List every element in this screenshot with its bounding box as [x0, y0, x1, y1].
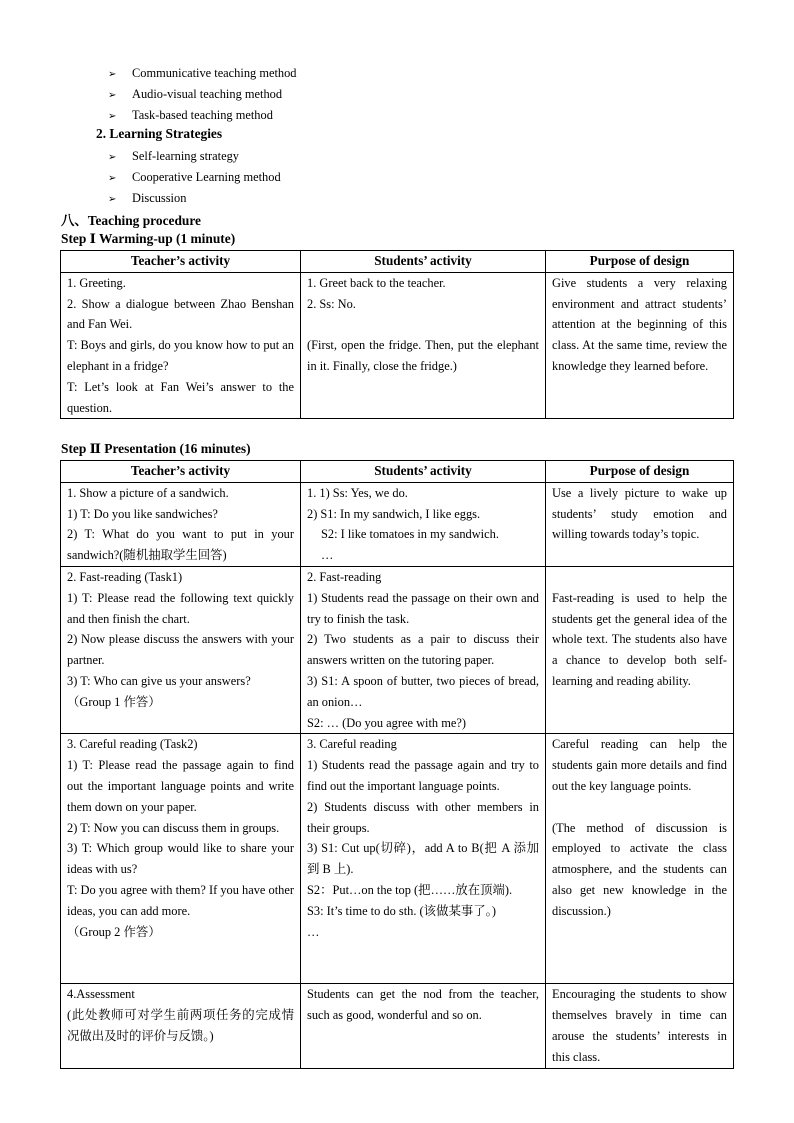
- learning-strategies-heading: 2. Learning Strategies: [96, 126, 223, 141]
- teaching-procedure-heading: 八、Teaching procedure: [61, 213, 201, 228]
- column-header: Purpose of design: [546, 461, 734, 483]
- teacher-activity-cell: 3. Careful reading (Task2) 1) T: Please read the passage again to find out the important language points and write them down on your paper. 2) T: Now you can discuss them in groups. 3) T: Which group would like to share your ideas with us? T: Do you agree with them? If you have other ideas, you can add more. （Group 2 作答）: [61, 734, 301, 984]
- teacher-activity-cell: 1. Greeting. 2. Show a dialogue between Zhao Benshan and Fan Wei. T: Boys and girls, do you know how to put an elephant in a fridge? T: Let’s look at Fan Wei’s answer to the question.: [61, 272, 301, 419]
- table-row: [61, 566, 734, 733]
- table-row: [61, 272, 734, 419]
- arrow-bullet-icon: ➢: [108, 110, 117, 122]
- column-header: Students’ activity: [301, 251, 546, 273]
- step2-heading: Step Ⅱ Presentation (16 minutes): [61, 441, 251, 456]
- learning-strategies-list: [108, 146, 281, 208]
- arrow-bullet-icon: ➢: [108, 69, 117, 80]
- column-header: Teacher’s activity: [61, 251, 301, 273]
- teacher-activity-cell: 2. Fast-reading (Task1) 1) T: Please read the following text quickly and then finish the chart. 2) Now please discuss the answers with your partner. 3) T: Who can give us your answers? （Group 1 作答）: [61, 566, 301, 733]
- list-item: ➢ Cooperative Learning method: [108, 167, 281, 188]
- purpose-cell: Encouraging the students to show themselves bravely in time can arouse the students’ interests in this class.: [546, 984, 734, 1068]
- teacher-activity-cell: 4.Assessment (此处教师可对学生前两项任务的完成情况做出及时的评价与反馈。): [61, 984, 301, 1068]
- teacher-activity-cell: 1. Show a picture of a sandwich. 1) T: Do you like sandwiches? 2) T: What do you want to put in your sandwich?(随机抽取学生回答): [61, 482, 301, 566]
- table-header-row: [61, 461, 734, 483]
- purpose-cell: Give students a very relaxing environment and attract students’ attention at the beginning of this class. At the same time, review the knowledge they learned before.: [546, 272, 734, 419]
- column-header: Purpose of design: [546, 251, 734, 273]
- purpose-cell: Careful reading can help the students gain more details and find out the key language points. (The method of discussion is employed to activate the class atmosphere, and the students can also get new knowledge in the discussion.): [546, 734, 734, 984]
- list-item: ➢ Discussion: [108, 188, 281, 209]
- step1-heading: Step Ⅰ Warming-up (1 minute): [61, 231, 236, 246]
- column-header: Students’ activity: [301, 461, 546, 483]
- arrow-bullet-icon: ➢: [108, 193, 117, 205]
- list-item: ➢ Communicative teaching method: [108, 63, 296, 84]
- table-row: [61, 984, 734, 1068]
- arrow-bullet-icon: ➢: [108, 152, 117, 163]
- table-header-row: [61, 251, 734, 273]
- students-activity-cell: 2. Fast-reading 1) Students read the passage on their own and try to finish the task. 2) Two students as a pair to discuss their answers written on the tutoring paper. 3) S1: A spoon of butter, two pieces of bread, an onion… S2: … (Do you agree with me?): [301, 566, 546, 733]
- students-activity-cell: 1. Greet back to the teacher. 2. Ss: No. (First, open the fridge. Then, put the elephant in it. Finally, close the fridge.): [301, 272, 546, 419]
- table-row: [61, 482, 734, 566]
- teaching-methods-list: [108, 63, 296, 125]
- students-activity-cell: 3. Careful reading 1) Students read the passage again and try to find out the important language points. 2) Students discuss with other members in their groups. 3) S1: Cut up(切碎)，add A to B(把 A 添加到 B 上). S2：Put…on the top (把……放在顶端). S3: It’s time to do sth. (该做某事了。) …: [301, 734, 546, 984]
- list-item: ➢ Task-based teaching method: [108, 105, 296, 126]
- warming-up-table: [60, 250, 734, 419]
- arrow-bullet-icon: ➢: [108, 172, 117, 184]
- presentation-table: [60, 460, 734, 1069]
- list-item: ➢ Self-learning strategy: [108, 146, 281, 167]
- purpose-cell: Use a lively picture to wake up students’ study emotion and willing towards today’s topic.: [546, 482, 734, 566]
- table-row: [61, 734, 734, 984]
- arrow-bullet-icon: ➢: [108, 89, 117, 101]
- purpose-cell: Fast-reading is used to help the students get the general idea of the whole text. The students also have a chance to develop both self-learning and reading ability.: [546, 566, 734, 733]
- students-activity-cell: Students can get the nod from the teacher, such as good, wonderful and so on.: [301, 984, 546, 1068]
- students-activity-cell: 1. 1) Ss: Yes, we do. 2) S1: In my sandwich, I like eggs. S2: I like tomatoes in my sandwich. …: [301, 482, 546, 566]
- list-item: ➢ Audio-visual teaching method: [108, 84, 296, 105]
- column-header: Teacher’s activity: [61, 461, 301, 483]
